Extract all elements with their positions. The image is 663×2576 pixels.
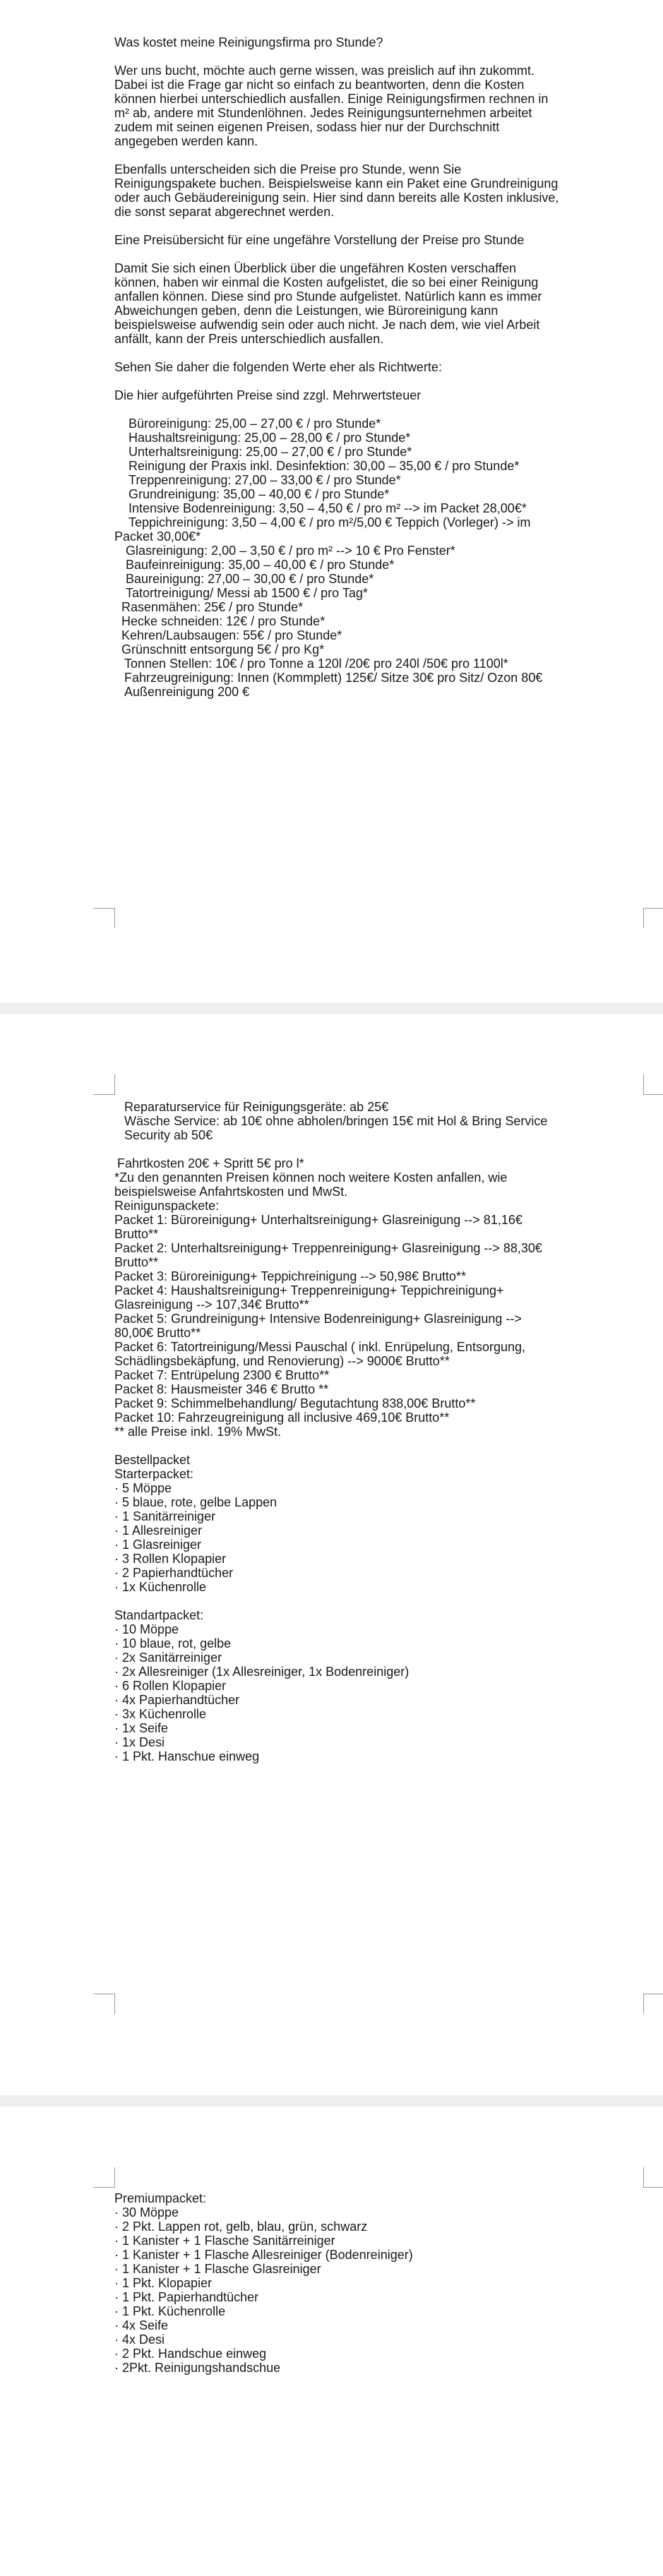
- text-line: anfällt, kann der Preis unterschiedlich ausfallen.: [114, 332, 384, 346]
- guideline-note: Sehen Sie daher die folgenden Werte eher als Richtwerte:: [114, 360, 442, 374]
- text-line: · 1x Seife: [114, 1721, 169, 1735]
- document-page-2: [0, 1014, 663, 2095]
- text-line: · 2x Allesreiniger (1x Allesreiniger, 1x Bodenreiniger): [114, 1665, 410, 1679]
- text-line: Außenreinigung 200 €: [124, 685, 250, 699]
- text-line: Packet 8: Hausmeister 346 € Brutto **: [114, 1382, 329, 1396]
- price-list-indoor: [114, 417, 609, 529]
- text-line: · 1x Desi: [114, 1735, 165, 1749]
- text-line: beispielsweise aufwendig sein oder auch nicht. Je nach dem, wie viel Arbeit: [114, 318, 540, 332]
- text-line: angegeben werden kann.: [114, 134, 258, 148]
- text-line: Wäsche Service: ab 10€ ohne abholen/bringen 15€ mit Hol & Bring Service: [124, 1114, 548, 1128]
- premium-title: Premiumpacket:: [114, 2191, 207, 2205]
- text-line: zudem mit seinen eigenen Preisen, sodass hier nur der Durchschnitt: [114, 120, 500, 134]
- text-line: Hecke schneiden: 12€ / pro Stunde*: [121, 614, 325, 628]
- text-line: · 1 Pkt. Hanschue einweg: [114, 1749, 260, 1763]
- standard-items: [114, 1622, 609, 1763]
- crop-mark-bottom-right: [643, 908, 663, 928]
- text-line: · 1x Küchenrolle: [114, 1580, 207, 1594]
- travel-costs: Fahrtkosten 20€ + Spritt 5€ pro l*: [117, 1156, 304, 1170]
- standard-title: Standartpacket:: [114, 1608, 204, 1622]
- text-line: · 5 blaue, rote, gelbe Lappen: [114, 1495, 277, 1509]
- text-line: können, haben wir einmal die Kosten aufgelistet, die so bei einer Reinigung: [114, 275, 539, 289]
- overview-paragraph: [114, 261, 609, 346]
- text-line: Dabei ist die Frage gar nicht so einfach zu beantworten, denn die Kosten: [114, 78, 525, 92]
- text-line: · 1 Kanister + 1 Flasche Allesreiniger (Bodenreiniger): [114, 2248, 413, 2262]
- text-line: beispielsweise Anfahrtskosten und MwSt.: [114, 1185, 348, 1199]
- crop-mark-top-right: [643, 2167, 663, 2188]
- text-line: · 10 Möppe: [114, 1622, 179, 1636]
- starter-title: Starterpacket:: [114, 1467, 194, 1481]
- price-list-glass-construction: [114, 544, 609, 600]
- text-line: · 4x Papierhandtücher: [114, 1693, 240, 1707]
- text-line: Reinigungspakete buchen. Beispielsweise kann ein Paket eine Grundreinigung: [114, 176, 559, 191]
- text-line: · 1 Pkt. Küchenrolle: [114, 2304, 226, 2318]
- text-line: · 2Pkt. Reinigungshandschue: [114, 2361, 281, 2375]
- text-line: Intensive Bodenreinigung: 3,50 – 4,50 € / pro m² --> im Packet 28,00€*: [129, 501, 527, 515]
- text-line: Packet 6: Tatortreinigung/Messi Pauschal ( inkl. Enrüpelung, Entsorgung,: [114, 1340, 525, 1354]
- starter-items: [114, 1481, 609, 1594]
- text-line: · 2x Sanitärreiniger: [114, 1651, 222, 1665]
- price-list-other: [114, 657, 609, 699]
- text-line: Ebenfalls unterscheiden sich die Preise pro Stunde, wenn Sie: [114, 162, 462, 176]
- text-line: · 2 Pkt. Handschue einweg: [114, 2347, 267, 2361]
- page-3-content: [114, 2191, 609, 2375]
- extra-services: [114, 1100, 609, 1142]
- text-line: Grünschnitt entsorgung 5€ / pro Kg*: [121, 642, 325, 657]
- text-line: Brutto**: [114, 1255, 159, 1269]
- text-line: Abweichungen geben, denn die Leistungen, wie Büroreinigung kann: [114, 304, 498, 318]
- price-list-garden: [114, 600, 609, 657]
- vat-note: Die hier aufgeführten Preise sind zzgl. Mehrwertsteuer: [114, 388, 422, 402]
- premium-items: [114, 2205, 609, 2375]
- crop-mark-top-left: [93, 2167, 115, 2188]
- text-line: Tatortreinigung/ Messi ab 1500 € / pro Tag*: [126, 586, 368, 600]
- price-list-continuation: Packet 30,00€*: [114, 529, 201, 544]
- text-line: *Zu den genannten Preisen können noch weitere Kosten anfallen, wie: [114, 1170, 508, 1185]
- text-line: Tonnen Stellen: 10€ / pro Tonne a 120l /20€ pro 240l /50€ pro 1100l*: [124, 657, 508, 671]
- text-line: Packet 2: Unterhaltsreinigung+ Treppenreinigung+ Glasreinigung --> 88,30€: [114, 1241, 542, 1255]
- crop-mark-bottom-left: [93, 1994, 115, 2014]
- text-line: · 30 Möppe: [114, 2205, 179, 2219]
- text-line: · 1 Kanister + 1 Flasche Glasreiniger: [114, 2262, 321, 2276]
- text-line: Packet 7: Entrüpelung 2300 € Brutto**: [114, 1368, 330, 1382]
- packages-list: [114, 1170, 609, 1439]
- text-line: · 1 Glasreiniger: [114, 1538, 202, 1552]
- text-line: Baureinigung: 27,00 – 30,00 € / pro Stunde*: [126, 572, 374, 586]
- text-line: · 1 Pkt. Papierhandtücher: [114, 2290, 259, 2304]
- text-line: Schädlingsbekäpfung, und Renovierung) --> 9000€ Brutto**: [114, 1354, 450, 1368]
- text-line: · 1 Sanitärreiniger: [114, 1509, 216, 1523]
- text-line: Packet 5: Grundreinigung+ Intensive Bodenreinigung+ Glasreinigung -->: [114, 1312, 522, 1326]
- text-line: anfallen können. Diese sind pro Stunde aufgelistet. Natürlich kann es immer: [114, 289, 542, 304]
- text-line: · 5 Möppe: [114, 1481, 172, 1495]
- text-line: Glasreinigung: 2,00 – 3,50 € / pro m² --> 10 € Pro Fenster*: [126, 544, 455, 558]
- text-line: Treppenreinigung: 27,00 – 33,00 € / pro Stunde*: [129, 473, 401, 487]
- text-line: m² ab, andere mit Stundenlöhnen. Jedes Reinigungsunternehmen arbeitet: [114, 106, 532, 120]
- packages-paragraph: [114, 162, 609, 219]
- text-line: Packet 1: Büroreinigung+ Unterhaltsreinigung+ Glasreinigung --> 81,16€: [114, 1213, 522, 1227]
- text-line: Teppichreinigung: 3,50 – 4,00 € / pro m²/5,00 € Teppich (Vorleger) -> im: [129, 515, 531, 529]
- text-line: Grundreinigung: 35,00 – 40,00 € / pro Stunde*: [129, 487, 390, 501]
- order-title: Bestellpacket: [114, 1453, 191, 1467]
- text-line: die sonst separat abgerechnet werden.: [114, 205, 335, 219]
- crop-mark-top-left: [93, 1074, 115, 1095]
- text-line: · 3 Rollen Klopapier: [114, 1552, 227, 1566]
- text-line: Security ab 50€: [124, 1128, 213, 1142]
- text-line: · 2 Papierhandtücher: [114, 1566, 234, 1580]
- text-line: · 1 Allesreiniger: [114, 1523, 203, 1538]
- text-line: Kehren/Laubsaugen: 55€ / pro Stunde*: [121, 628, 342, 642]
- text-line: · 4x Seife: [114, 2318, 169, 2332]
- text-line: 80,00€ Brutto**: [114, 1326, 201, 1340]
- crop-mark-bottom-left: [93, 908, 115, 928]
- text-line: oder auch Gebäudereinigung sein. Hier sind dann bereits alle Kosten inklusive,: [114, 191, 559, 205]
- text-line: · 4x Desi: [114, 2332, 165, 2347]
- text-line: Brutto**: [114, 1227, 159, 1241]
- document-page-1: [0, 0, 663, 1002]
- text-line: · 1 Pkt. Klopapier: [114, 2276, 213, 2290]
- page-heading: Was kostet meine Reinigungsfirma pro Stunde?: [114, 35, 383, 49]
- crop-mark-bottom-right: [643, 1994, 663, 2014]
- text-line: ** alle Preise inkl. 19% MwSt.: [114, 1425, 282, 1439]
- text-line: Fahrzeugreinigung: Innen (Kommplett) 125€/ Sitze 30€ pro Sitz/ Ozon 80€: [124, 671, 543, 685]
- text-line: Reinigunspackete:: [114, 1199, 220, 1213]
- text-line: Unterhaltsreinigung: 25,00 – 27,00 € / pro Stunde*: [129, 445, 412, 459]
- text-line: Glasreinigung --> 107,34€ Brutto**: [114, 1298, 309, 1312]
- text-line: Packet 9: Schimmelbehandlung/ Begutachtung 838,00€ Brutto**: [114, 1396, 476, 1410]
- text-line: Haushaltsreinigung: 25,00 – 28,00 € / pro Stunde*: [129, 431, 411, 445]
- text-line: Packet 3: Büroreinigung+ Teppichreinigung --> 50,98€ Brutto**: [114, 1269, 466, 1283]
- text-line: Baufeinreinigung: 35,00 – 40,00 € / pro Stunde*: [126, 558, 395, 572]
- text-line: können hierbei unterschiedlich ausfallen. Einige Reinigungsfirmen rechnen in: [114, 92, 549, 106]
- text-line: · 2 Pkt. Lappen rot, gelb, blau, grün, schwarz: [114, 2219, 368, 2234]
- text-line: Packet 10: Fahrzeugreinigung all inclusive 469,10€ Brutto**: [114, 1410, 450, 1425]
- text-line: Packet 4: Haushaltsreinigung+ Treppenreinigung+ Teppichreinigung+: [114, 1283, 504, 1298]
- document-page-3: [0, 2107, 663, 2576]
- text-line: Büroreinigung: 25,00 – 27,00 € / pro Stunde*: [129, 417, 381, 431]
- text-line: Rasenmähen: 25€ / pro Stunde*: [121, 600, 304, 614]
- text-line: · 3x Küchenrolle: [114, 1707, 207, 1721]
- text-line: Reparaturservice für Reinigungsgeräte: ab 25€: [124, 1100, 389, 1114]
- crop-mark-top-right: [643, 1074, 663, 1095]
- text-line: Damit Sie sich einen Überblick über die ungefähren Kosten verschaffen: [114, 261, 516, 275]
- text-line: Reinigung der Praxis inkl. Desinfektion: 30,00 – 35,00 € / pro Stunde*: [129, 459, 520, 473]
- text-line: Wer uns bucht, möchte auch gerne wissen, was preislich auf ihn zukommt.: [114, 64, 534, 78]
- page-2-content: [114, 1100, 609, 1763]
- intro-paragraph: [114, 64, 609, 148]
- text-line: · 6 Rollen Klopapier: [114, 1679, 227, 1693]
- text-line: · 10 blaue, rot, gelbe: [114, 1636, 232, 1651]
- overview-title: Eine Preisübersicht für eine ungefähre Vorstellung der Preise pro Stunde: [114, 233, 525, 247]
- text-line: · 1 Kanister + 1 Flasche Sanitärreiniger: [114, 2234, 335, 2248]
- page-1-content: [114, 35, 609, 699]
